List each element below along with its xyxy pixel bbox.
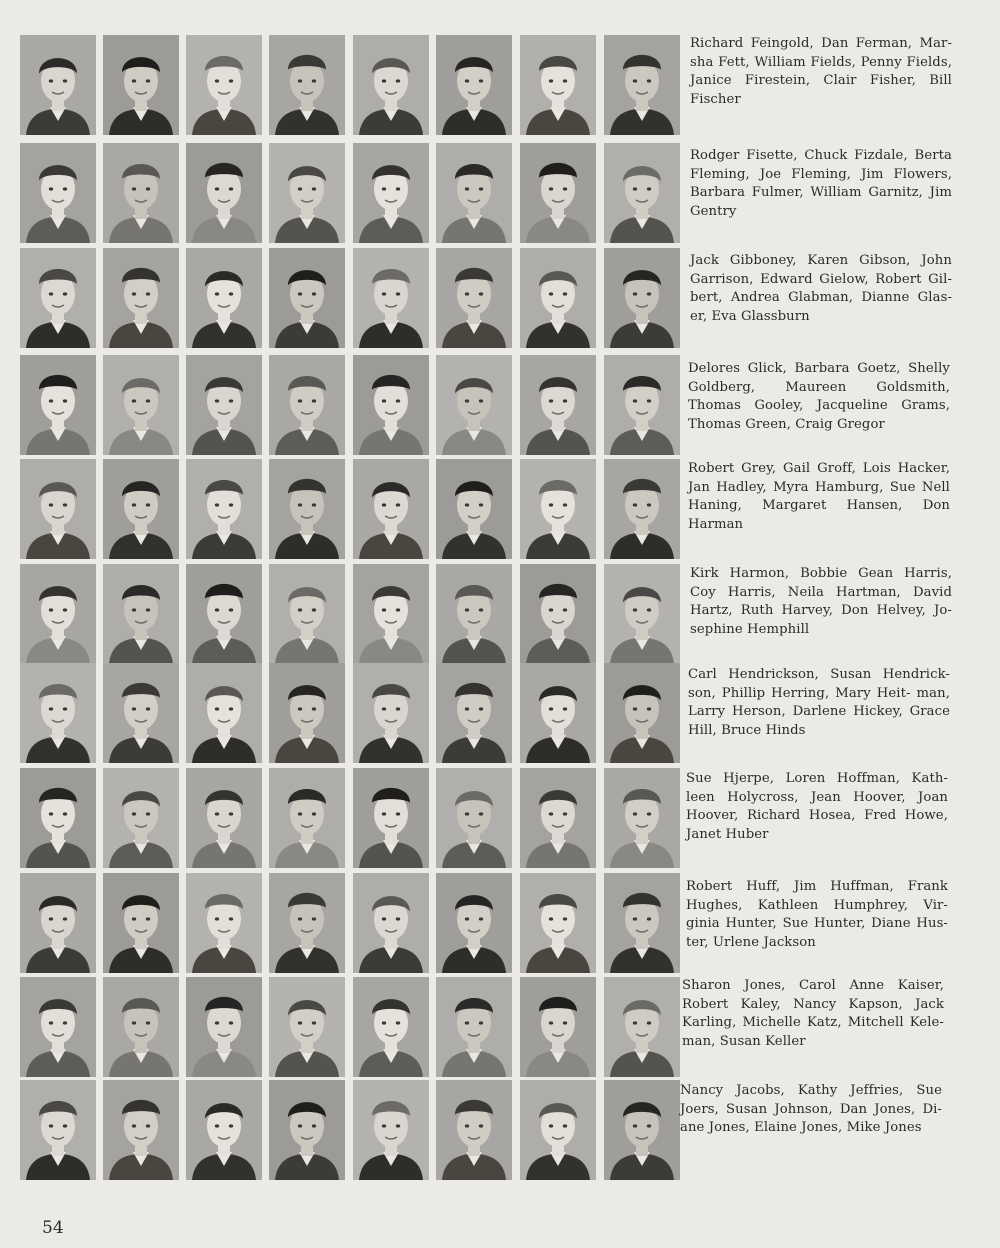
portrait-photo: [186, 768, 262, 868]
portrait-photo: [604, 1080, 680, 1180]
portrait-photo: [269, 873, 345, 973]
portrait-photo: [436, 355, 512, 455]
portrait-photo: [604, 355, 680, 455]
portrait-photo: [269, 564, 345, 664]
portrait-photo: [436, 977, 512, 1077]
portrait-photo: [20, 35, 96, 135]
student-names: Nancy Jacobs, Kathy Jeffries, Sue Joers, Susan Johnson, Dan Jones, Di- ane Jones, Elaine Jones, Mike Jones: [680, 1083, 942, 1136]
portrait-photo: [269, 977, 345, 1077]
portrait-strip: [20, 1080, 692, 1180]
portrait-photo: [604, 873, 680, 973]
student-names: Jack Gibboney, Karen Gibson, John Garrison, Edward Gielow, Robert Gil- bert, Andrea Glabman, Dianne Glas- er, Eva Glassburn: [690, 253, 952, 324]
portrait-photo: [436, 873, 512, 973]
portrait-photo: [520, 35, 596, 135]
portrait-photo: [186, 459, 262, 559]
portrait-row: [20, 1080, 990, 1180]
portrait-photo: [520, 459, 596, 559]
portrait-photo: [520, 355, 596, 455]
portrait-photo: [20, 768, 96, 868]
portrait-photo: [604, 35, 680, 135]
portrait-photo: [520, 564, 596, 664]
portrait-photo: [353, 977, 429, 1077]
portrait-photo: [353, 663, 429, 763]
portrait-photo: [103, 1080, 179, 1180]
portrait-photo: [103, 564, 179, 664]
portrait-photo: [604, 564, 680, 664]
portrait-row: [20, 564, 990, 664]
portrait-photo: [103, 663, 179, 763]
portrait-photo: [436, 143, 512, 243]
portrait-photo: [436, 663, 512, 763]
portrait-photo: [269, 663, 345, 763]
portrait-strip: [20, 977, 692, 1077]
portrait-photo: [604, 248, 680, 348]
portrait-photo: [520, 768, 596, 868]
portrait-photo: [186, 873, 262, 973]
portrait-photo: [269, 35, 345, 135]
student-names: Robert Grey, Gail Groff, Lois Hacker, Jan Hadley, Myra Hamburg, Sue Nell Haning, Margaret Hansen, Don Harman: [688, 461, 950, 532]
portrait-row: [20, 873, 990, 973]
portrait-strip: [20, 768, 692, 868]
portrait-photo: [186, 35, 262, 135]
portrait-photo: [20, 564, 96, 664]
portrait-photo: [103, 768, 179, 868]
portrait-photo: [353, 248, 429, 348]
student-names: Kirk Harmon, Bobbie Gean Harris, Coy Harris, Neila Hartman, David Hartz, Ruth Harvey, Don Helvey, Jo- sephine Hemphill: [690, 566, 952, 637]
portrait-photo: [20, 355, 96, 455]
portrait-photo: [103, 248, 179, 348]
portrait-photo: [186, 663, 262, 763]
portrait-photo: [436, 1080, 512, 1180]
portrait-photo: [520, 663, 596, 763]
portrait-photo: [520, 248, 596, 348]
portrait-photo: [20, 873, 96, 973]
portrait-strip: [20, 248, 692, 348]
portrait-row: [20, 663, 990, 763]
student-names: Delores Glick, Barbara Goetz, Shelly Goldberg, Maureen Goldsmith, Thomas Gooley, Jacqueline Grams, Thomas Green, Craig Gregor: [688, 361, 950, 432]
portrait-photo: [186, 143, 262, 243]
portrait-photo: [186, 564, 262, 664]
portrait-photo: [20, 1080, 96, 1180]
portrait-row: [20, 35, 990, 135]
portrait-photo: [353, 459, 429, 559]
portrait-photo: [436, 459, 512, 559]
portrait-photo: [269, 143, 345, 243]
portrait-row: [20, 459, 990, 559]
student-names: Richard Feingold, Dan Ferman, Mar- sha Fett, William Fields, Penny Fields, Janice Firestein, Clair Fisher, Bill Fischer: [690, 36, 952, 107]
portrait-photo: [269, 248, 345, 348]
portrait-row: [20, 768, 990, 868]
portrait-photo: [103, 35, 179, 135]
portrait-row: [20, 355, 990, 455]
portrait-photo: [103, 143, 179, 243]
portrait-strip: [20, 35, 692, 135]
portrait-photo: [103, 355, 179, 455]
portrait-photo: [436, 248, 512, 348]
portrait-row: [20, 977, 990, 1077]
portrait-photo: [186, 355, 262, 455]
student-names: Sue Hjerpe, Loren Hoffman, Kath- leen Holycross, Jean Hoover, Joan Hoover, Richard Hosea, Fred Howe, Janet Huber: [686, 771, 948, 842]
portrait-photo: [20, 459, 96, 559]
portrait-strip: [20, 873, 692, 973]
portrait-photo: [353, 873, 429, 973]
portrait-photo: [269, 459, 345, 559]
portrait-photo: [103, 977, 179, 1077]
portrait-photo: [186, 248, 262, 348]
portrait-photo: [436, 564, 512, 664]
portrait-photo: [353, 35, 429, 135]
portrait-photo: [353, 143, 429, 243]
student-names: Sharon Jones, Carol Anne Kaiser, Robert Kaley, Nancy Kapson, Jack Karling, Michelle Katz, Mitchell Kele- man, Susan Keller: [682, 978, 944, 1049]
portrait-photo: [103, 459, 179, 559]
portrait-photo: [520, 143, 596, 243]
portrait-photo: [269, 355, 345, 455]
portrait-strip: [20, 564, 692, 664]
portrait-photo: [20, 977, 96, 1077]
page-number: 54: [42, 1218, 64, 1238]
portrait-photo: [604, 768, 680, 868]
portrait-row: [20, 248, 990, 348]
portrait-photo: [353, 564, 429, 664]
portrait-photo: [604, 977, 680, 1077]
portrait-photo: [186, 977, 262, 1077]
portrait-strip: [20, 355, 692, 455]
student-names: Carl Hendrickson, Susan Hendrick- son, Phillip Herring, Mary Heit- man, Larry Herson, Darlene Hickey, Grace Hill, Bruce Hinds: [688, 667, 950, 738]
portrait-strip: [20, 663, 692, 763]
portrait-photo: [604, 143, 680, 243]
portrait-photo: [353, 355, 429, 455]
portrait-photo: [436, 35, 512, 135]
portrait-row: [20, 143, 990, 243]
portrait-photo: [520, 977, 596, 1077]
portrait-photo: [20, 248, 96, 348]
portrait-photo: [604, 459, 680, 559]
portrait-photo: [520, 873, 596, 973]
student-names: Robert Huff, Jim Huffman, Frank Hughes, Kathleen Humphrey, Vir- ginia Hunter, Sue Hunter, Diane Hus- ter, Urlene Jackson: [686, 879, 948, 950]
portrait-photo: [436, 768, 512, 868]
student-names: Rodger Fisette, Chuck Fizdale, Berta Fleming, Joe Fleming, Jim Flowers, Barbara Fulmer, William Garnitz, Jim Gentry: [690, 148, 952, 219]
portrait-photo: [269, 1080, 345, 1180]
portrait-photo: [353, 1080, 429, 1180]
portrait-photo: [604, 663, 680, 763]
portrait-strip: [20, 143, 692, 243]
portrait-strip: [20, 459, 692, 559]
portrait-photo: [20, 143, 96, 243]
portrait-photo: [269, 768, 345, 868]
portrait-photo: [353, 768, 429, 868]
portrait-photo: [186, 1080, 262, 1180]
portrait-photo: [20, 663, 96, 763]
portrait-photo: [520, 1080, 596, 1180]
portrait-photo: [103, 873, 179, 973]
